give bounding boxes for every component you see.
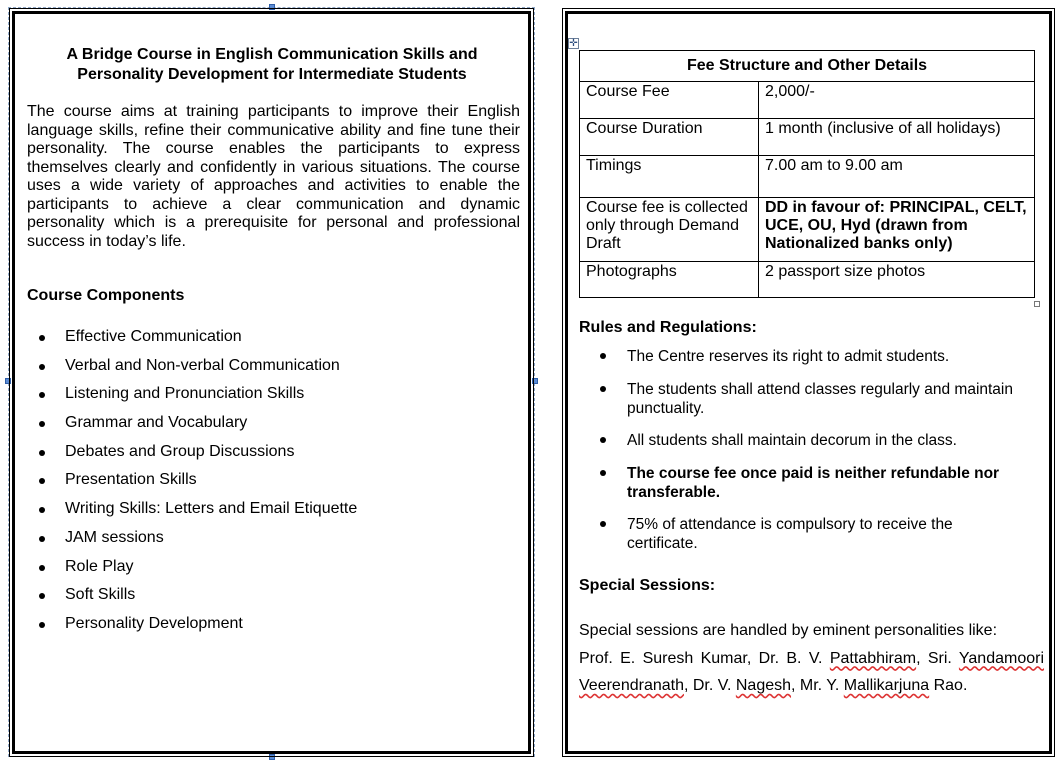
- table-cell-value: DD in favour of: PRINCIPAL, CELT, UCE, OU, Hyd (drawn from Nationalized banks only): [759, 198, 1035, 262]
- list-item: All students shall maintain decorum in the class.: [600, 431, 1025, 450]
- right-text-box[interactable]: [565, 11, 1052, 754]
- rules-heading: Rules and Regulations:: [579, 319, 757, 336]
- table-cell-value: 2,000/-: [759, 82, 1035, 119]
- special-sessions-intro: Special sessions are handled by eminent personalities like:: [579, 622, 998, 639]
- table-row: [580, 262, 1035, 298]
- list-item: The students shall attend classes regularly and maintain punctuality.: [600, 380, 1025, 418]
- text-run: , Mr. Y.: [791, 677, 844, 694]
- misspelled-word[interactable]: Veerendranath: [579, 677, 684, 694]
- list-item: Personality Development: [39, 615, 357, 644]
- text-run: Prof. E. Suresh Kumar, Dr. B. V.: [579, 649, 830, 667]
- misspelled-word[interactable]: Pattabhiram: [829, 649, 917, 667]
- list-item: Verbal and Non-verbal Communication: [39, 357, 357, 386]
- table-cell-value: 2 passport size photos: [759, 262, 1035, 298]
- rules-list: [600, 347, 1025, 567]
- list-item: Listening and Pronunciation Skills: [39, 385, 357, 414]
- table-cell-label: Course fee is collected only through Demand Draft: [580, 198, 759, 262]
- resize-handle-left[interactable]: [5, 378, 11, 384]
- text-run: , Sri.: [916, 649, 959, 667]
- course-intro-paragraph: The course aims at training participants to improve their English language skills, refine their communicative ability and fine tune their personality. The course enables the participants to express themselves clearly and confidently in various situations. The course uses a wide variety of approaches and activities to enable the participants to achieve a clear communication and dynamic personality which is a prerequisite for personal and professional success in today’s life.: [27, 103, 520, 250]
- list-item: Presentation Skills: [39, 471, 357, 500]
- resize-handle-top[interactable]: [269, 4, 275, 10]
- misspelled-word[interactable]: Mallikarjuna: [843, 677, 930, 694]
- list-item: Effective Communication: [39, 328, 357, 357]
- table-row: [580, 156, 1035, 198]
- list-item: The course fee once paid is neither refundable nor transferable.: [600, 464, 1025, 502]
- resize-handle-right[interactable]: [532, 378, 538, 384]
- table-cell-label: Course Fee: [580, 82, 759, 119]
- text-run: Rao.: [929, 677, 968, 694]
- table-cell-label: Timings: [580, 156, 759, 198]
- special-sessions-heading: Special Sessions:: [579, 577, 716, 594]
- list-item: The Centre reserves its right to admit students.: [600, 347, 1025, 366]
- misspelled-word[interactable]: Nagesh: [735, 677, 792, 694]
- course-components-heading: Course Components: [27, 287, 185, 304]
- table-cell-value: 1 month (inclusive of all holidays): [759, 119, 1035, 156]
- special-sessions-paragraph: [579, 617, 1044, 700]
- misspelled-word[interactable]: Yandamoori: [958, 649, 1045, 667]
- course-components-list: [39, 328, 357, 644]
- list-item: Role Play: [39, 558, 357, 587]
- table-cell-value: 7.00 am to 9.00 am: [759, 156, 1035, 198]
- fee-table-title: Fee Structure and Other Details: [580, 51, 1035, 82]
- list-item: Writing Skills: Letters and Email Etiquette: [39, 500, 357, 529]
- fee-structure-table[interactable]: [579, 50, 1035, 298]
- left-text-box[interactable]: [12, 11, 531, 754]
- list-item: Debates and Group Discussions: [39, 443, 357, 472]
- list-item: Soft Skills: [39, 586, 357, 615]
- table-header-row: [580, 51, 1035, 82]
- table-cell-label: Course Duration: [580, 119, 759, 156]
- list-item: JAM sessions: [39, 529, 357, 558]
- table-row: [580, 82, 1035, 119]
- list-item: Grammar and Vocabulary: [39, 414, 357, 443]
- text-run: , Dr. V.: [683, 677, 736, 694]
- list-item: 75% of attendance is compulsory to receive the certificate.: [600, 515, 1025, 553]
- table-row: [580, 198, 1035, 262]
- page-title: A Bridge Course in English Communication Skills and Personality Development for Intermediate Students: [66, 46, 478, 83]
- table-cell-label: Photographs: [580, 262, 759, 298]
- resize-handle-bottom[interactable]: [269, 754, 275, 760]
- move-cross-icon[interactable]: ✛: [569, 38, 578, 49]
- table-row: [580, 119, 1035, 156]
- resize-icon[interactable]: [1034, 301, 1040, 307]
